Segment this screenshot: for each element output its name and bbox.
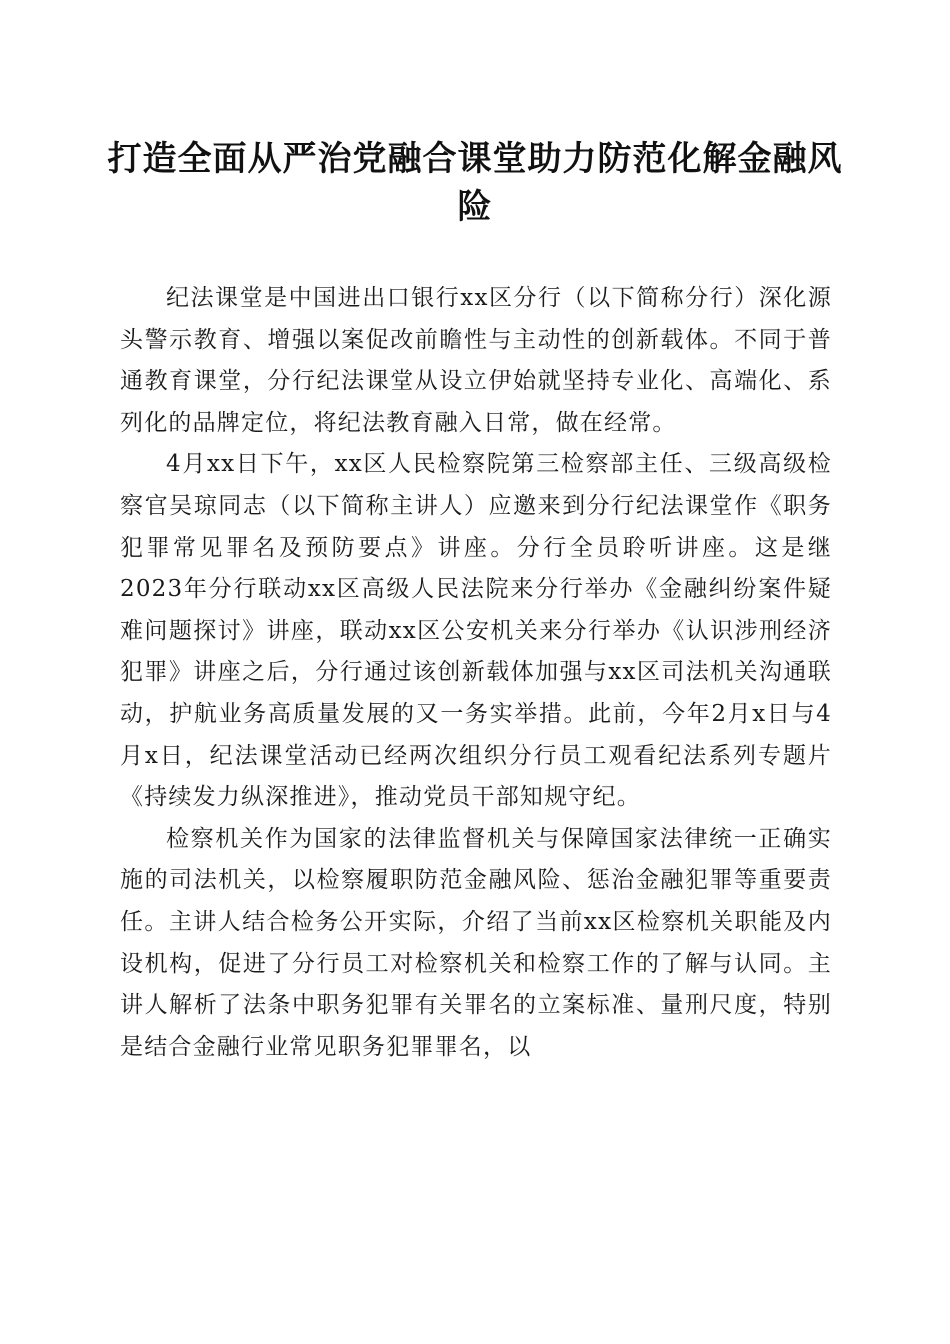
paragraph: 检察机关作为国家的法律监督机关与保障国家法律统一正确实施的司法机关，以检察履职防范金融风险、惩治金融犯罪等重要责任。主讲人结合检务公开实际，介绍了当前xx区检察机关职能及内设机构，促进了分行员工对检察机关和检察工作的了解与认同。主讲人解析了法条中职务犯罪有关罪名的立案标准、量刑尺度，特别是结合金融行业常见职务犯罪罪名，以 — [120, 825, 832, 1060]
paragraph: 纪法课堂是中国进出口银行xx区分行（以下简称分行）深化源头警示教育、增强以案促改前瞻性与主动性的创新载体。不同于普通教育课堂，分行纪法课堂从设立伊始就坚持专业化、高端化、系列化的品牌定位，将纪法教育融入日常，做在经常。 — [120, 285, 832, 436]
document-title: 打造全面从严治党融合课堂助力防范化解金融风险 — [107, 139, 843, 227]
paragraph: 4月xx日下午，xx区人民检察院第三检察部主任、三级高级检察官吴琼同志（以下简称主讲人）应邀来到分行纪法课堂作《职务犯罪常见罪名及预防要点》讲座。分行全员聆听讲座。这是继2023年分行联动xx区高级人民法院来分行举办《金融纠纷案件疑难问题探讨》讲座，联动xx区公安机关来分行举办《认识涉刑经济犯罪》讲座之后，分行通过该创新载体加强与xx区司法机关沟通联动，护航业务高质量发展的又一务实举措。此前，今年2月x日与4月x日，纪法课堂活动已经两次组织分行员工观看纪法系列专题片《持续发力纵深推进》，推动党员干部知规守纪。 — [120, 451, 832, 811]
document-body — [120, 278, 832, 1068]
